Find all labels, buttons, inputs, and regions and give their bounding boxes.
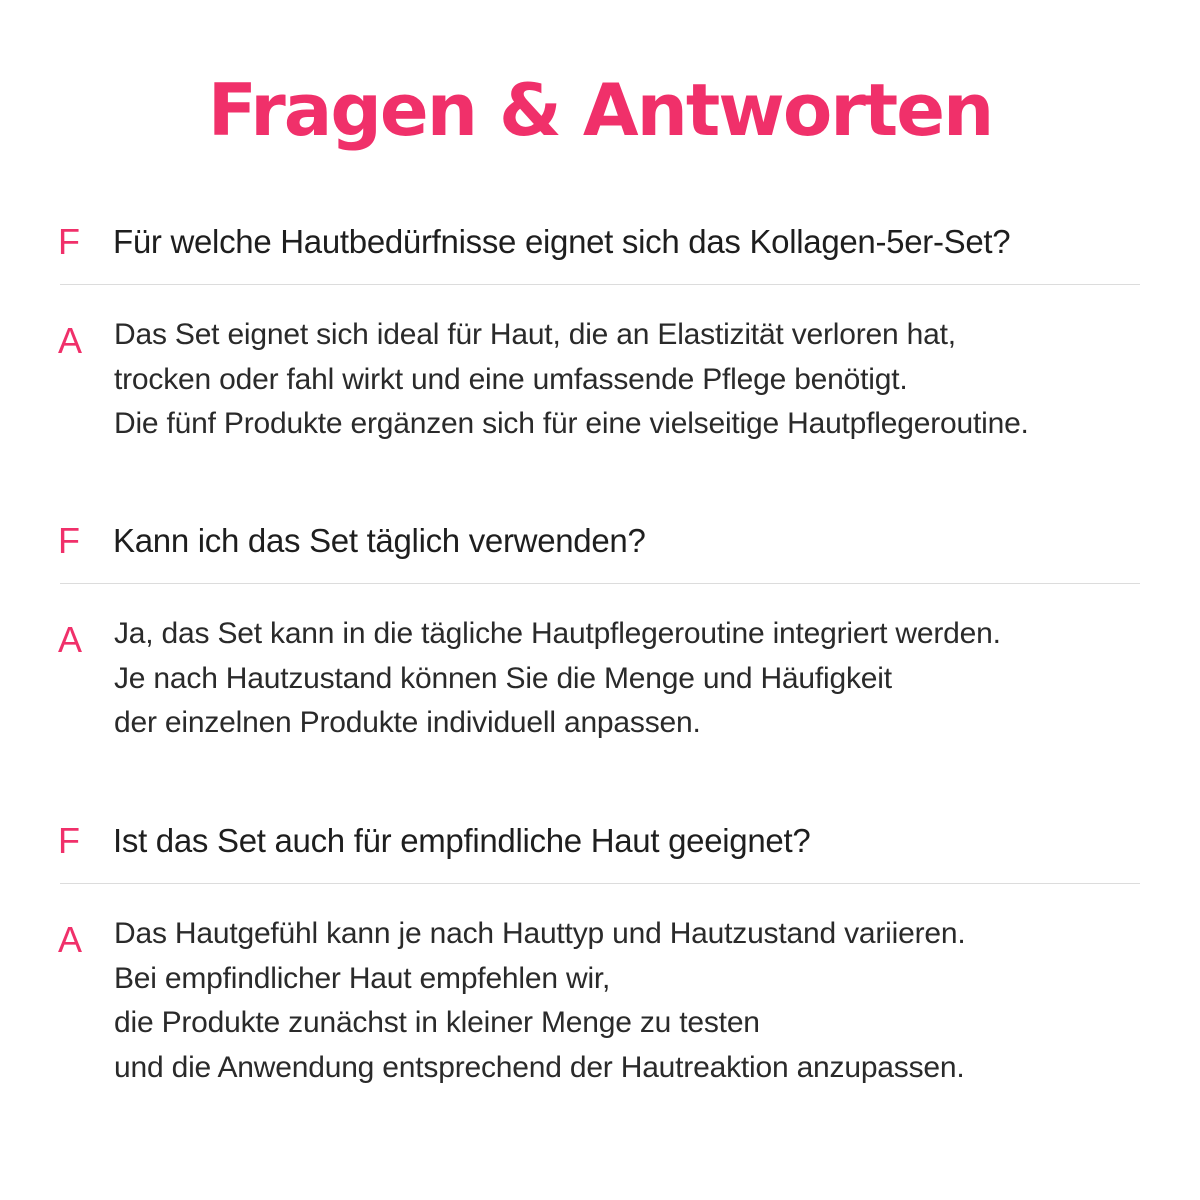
answer-line: und die Anwendung entsprechend der Hautreaktion anzupassen. xyxy=(114,1050,965,1084)
divider xyxy=(60,883,1140,884)
question-marker: F xyxy=(58,520,80,561)
question-text: Kann ich das Set täglich verwenden? xyxy=(113,522,646,559)
divider xyxy=(60,284,1140,285)
question-marker: F xyxy=(58,221,80,262)
answer-marker: A xyxy=(58,619,83,660)
answer-line: Das Hautgefühl kann je nach Hauttyp und Hautzustand variieren. xyxy=(114,917,966,950)
question-text: Ist das Set auch für empfindliche Haut geeignet? xyxy=(113,822,811,859)
question-row xyxy=(0,515,1200,575)
answer-text xyxy=(114,912,1174,1090)
question-row xyxy=(0,815,1200,875)
answer-line: Ja, das Set kann in die tägliche Hautpflegeroutine integriert werden. xyxy=(114,617,1001,650)
answer-line: Das Set eignet sich ideal für Haut, die an Elastizität verloren hat, xyxy=(114,318,956,351)
question-text: Für welche Hautbedürfnisse eignet sich das Kollagen-5er-Set? xyxy=(113,223,1011,260)
answer-line: die Produkte zunächst in kleiner Menge zu testen xyxy=(114,1006,760,1039)
answer-marker: A xyxy=(58,919,83,960)
page-title: Fragen & Antworten xyxy=(207,68,993,152)
answer-marker: A xyxy=(58,320,83,361)
answer-line: Die fünf Produkte ergänzen sich für eine vielseitige Hautpflegeroutine. xyxy=(114,407,1029,440)
answer-line: Je nach Hautzustand können Sie die Menge und Häufigkeit xyxy=(114,661,892,695)
question-marker: F xyxy=(58,820,80,861)
answer-line: Bei empfindlicher Haut empfehlen wir, xyxy=(114,961,611,995)
answer-line: der einzelnen Produkte individuell anpassen. xyxy=(114,706,701,739)
answer-line: trocken oder fahl wirkt und eine umfassende Pflege benötigt. xyxy=(114,362,908,396)
answer-text xyxy=(114,313,1174,447)
question-row xyxy=(0,216,1200,276)
answer-text xyxy=(114,612,1174,746)
divider xyxy=(60,583,1140,584)
